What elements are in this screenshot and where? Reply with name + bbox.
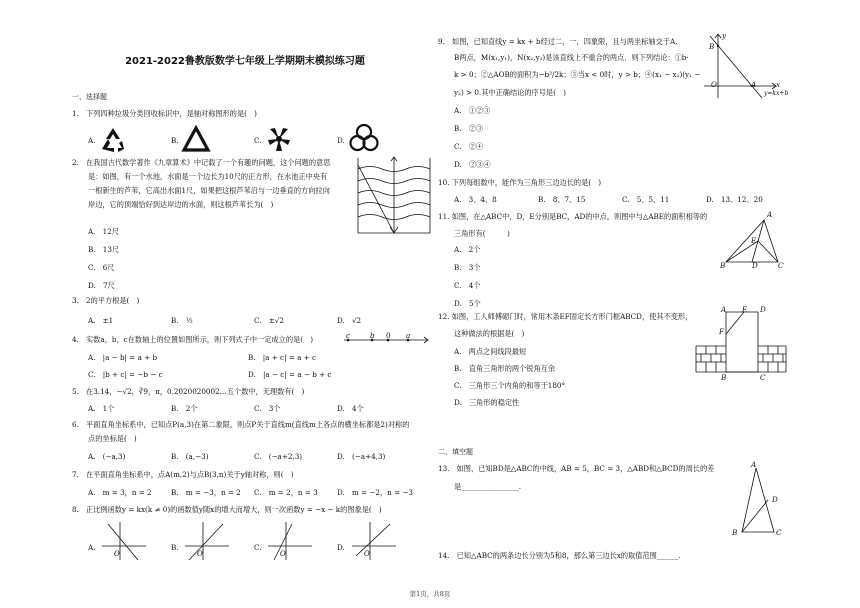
q3-option-c[interactable]: C. ±√2 [254,316,284,325]
q13-triangle-figure [738,462,798,538]
q6-option-b[interactable]: B. (a,−3) [171,452,209,461]
q12-option-c[interactable]: C. 三角形三个内角的和等于180° [454,381,566,390]
q4-option-b[interactable]: B. |a + c| = a + c [248,353,316,362]
q12-option-d[interactable]: D. 三角形的稳定性 [454,398,520,407]
question-4-stem: 4. 实数a，b，c在数轴上的位置如图所示，则下列式子中一定成立的是( ) [72,335,314,344]
question-9-line-2: B两点，M(x₁,y₁)，N(x₂,y₂)是该直线上不重合的两点．则下列结论：①b· [454,53,689,62]
q9-label-x: x [776,80,781,89]
recycle-triangle-icon [181,125,211,155]
q9-option-a[interactable]: A. ①②③ [454,106,491,115]
q8-option-a[interactable]: A. [88,543,96,552]
q11-label-e: E [751,236,757,245]
q7-option-c[interactable]: C. m = 2，n = 3 [254,488,318,497]
q1-option-d[interactable]: D. [337,136,345,145]
q4-option-d[interactable]: D. |a − c| = a − b + c [248,370,332,379]
question-5-stem: 5. 在3.14，−√2，∛9，π，0.2020020002…五个数中，无理数有( ) [72,387,305,396]
question-2-line-1: 2. 在我国古代数学著作《九章算术》中记载了一个有趣的问题，这个问题的意思 [72,158,331,167]
q9-label-equation: y=kx+b [764,90,789,97]
q13-label-c: C [776,528,782,537]
q10-option-d[interactable]: D. 13、12、20 [706,195,763,204]
q3-option-b[interactable]: B. ½ [171,316,193,325]
q11-label-a: A [767,210,773,219]
q12-door-frame-figure [692,306,788,376]
q8-graph-b [183,520,233,562]
q10-option-a[interactable]: A. 3、4、8 [454,195,497,204]
q1-option-c[interactable]: C. [254,136,262,145]
question-12-line-1: 12. 如图，工人师傅砌门时，常用木条EF固定长方形门框ABCD，使其不变形， [438,312,693,321]
q7-option-d[interactable]: D. m = −2，n = −3 [337,488,413,497]
question-9-line-4: y₂) > 0.其中正确结论的序号是( ) [454,88,566,97]
q8-graph-d [350,520,400,562]
section-heading-choice: 一、选择题 [72,93,107,101]
q6-option-c[interactable]: C. (−a+2,3) [254,452,303,461]
page-footer: 第1页，共8页 [409,590,451,598]
question-8-stem: 8. 正比例函数y = kx(k ≠ 0)的函数值y随x的增大而增大，则一次函数y = −x − k的图象是( ) [72,505,382,514]
q11-option-c[interactable]: C. 4个 [454,281,481,290]
axis-label-a: a [406,331,411,340]
question-3-stem: 3. 2的平方根是( ) [72,296,140,305]
q3-option-a[interactable]: A. ±1 [88,316,114,325]
reed-pond-figure [355,155,435,237]
question-14-stem: 14. 已知△ABC的两条边长分别为5和8，那么第三边长x的取值范围______. [438,551,681,560]
question-10-stem: 10. 下列每组数中，能作为三角形三边边长的是( ) [438,178,602,187]
axis-label-b: b [370,331,375,340]
document-title: 2021-2022鲁教版数学七年级上学期期末模拟练习题 [125,56,365,67]
question-12-line-2: 这种做法的根据是( ) [454,329,525,338]
q12-label-f: F [719,327,724,336]
q12-label-a: A [721,305,727,314]
q9-option-c[interactable]: C. ②④ [454,142,484,151]
question-1-stem: 1. 下列四种垃圾分类回收标识中，是轴对称图形的是( ) [72,109,257,118]
q12-label-e: E [742,305,748,314]
svg-text:O: O [114,550,120,558]
question-6-line-1: 6. 平面直角坐标系中，已知点P(a,3)在第二象限，则点P关于直线m(直线m上各点的横坐标都是2)对称的 [72,420,410,429]
axis-label-c: c [346,331,351,340]
q11-label-c: C [778,261,784,270]
q11-label-d: D [752,261,758,270]
q8-option-d[interactable]: D. [337,543,345,552]
q2-option-c[interactable]: C. 6尺 [88,263,115,272]
q8-graph-a [100,520,150,562]
q7-option-b[interactable]: B. m = −3，n = 2 [171,488,241,497]
q1-option-b[interactable]: B. [171,136,179,145]
q2-option-a[interactable]: A. 12尺 [88,227,119,236]
q4-option-a[interactable]: A. |a − b| = a + b [88,353,158,362]
q9-label-a: A [751,80,757,89]
q12-label-c: C [760,373,766,382]
question-9-line-3: k > 0；②△AOB的面积为−b²/2k；③当x < 0时，y > b；④(x₁ − x₂)(y₁ − [454,70,701,79]
q5-option-d[interactable]: D. 4个 [337,404,364,413]
q1-option-a[interactable]: A. [88,136,96,145]
q9-option-d[interactable]: D. ②③④ [454,160,491,169]
question-13-answer-blank[interactable]: 是________________. [454,482,521,491]
q10-option-b[interactable]: B. 8、7、15 [538,195,586,204]
q9-option-b[interactable]: B. ②③ [454,124,484,133]
q8-graph-c [266,520,316,562]
q4-option-c[interactable]: C. |b + c| = −b − c [88,370,163,379]
q3-option-d[interactable]: D. √2 [337,316,362,325]
q13-label-d: D [772,495,778,504]
q12-option-b[interactable]: B. 直角三角形的两个锐角互余 [454,364,556,373]
svg-text:O: O [197,550,203,558]
question-11-line-2: 三角形有( ) [454,229,510,238]
axis-label-zero: 0 [386,331,391,340]
q9-label-o: O [711,80,717,89]
q6-option-d[interactable]: D. (−a+4,3) [337,452,386,461]
question-7-stem: 7. 在平面直角坐标系中，点A(m,2)与点B(3,n)关于y轴对称，则( ) [72,470,294,479]
q11-option-b[interactable]: B. 3个 [454,263,481,272]
q13-label-b: B [732,528,738,537]
q11-option-a[interactable]: A. 2个 [454,245,481,254]
q13-label-a: A [751,460,757,469]
q12-option-a[interactable]: A. 两点之间线段最短 [454,347,527,356]
q9-label-b: B [709,42,715,51]
question-2-line-2: 是：如图，有一个水池，水面是一个边长为10尺的正方形，在水池正中央有 [88,172,328,181]
question-2-line-3: 一根新生的芦苇，它高出水面1尺，如果把这根芦苇沿与一边垂直的方向拉向 [88,186,330,195]
question-11-line-1: 11. 如图，在△ABC中，D，E分别是BC，AD的中点，则图中与△ABE的面积相等的 [438,212,708,221]
q8-option-c[interactable]: C. [254,543,262,552]
question-6-line-2: 点的坐标是( ) [88,434,137,443]
q2-option-b[interactable]: B. 13尺 [88,245,120,254]
q12-label-b: B [721,373,727,382]
q7-option-a[interactable]: A. m = 3，n = 2 [88,488,152,497]
recycle-icon [98,125,128,155]
question-2-line-4: 岸边，它的顶端恰好到达岸边的水面，则这根芦苇长为( ) [88,200,274,209]
q5-option-c[interactable]: C. 3个 [254,404,281,413]
q11-label-b: B [720,261,726,270]
svg-text:O: O [280,550,286,558]
q12-label-d: D [760,305,766,314]
q6-option-a[interactable]: A. (−a,3) [88,452,126,461]
biohazard-circles-icon [348,122,380,154]
section-heading-fill: 二、填空题 [438,448,473,456]
question-13-stem: 13. 如图，已知BD是△ABC的中线，AB = 5，BC = 3，△ABD和△BCD的周长的差 [438,464,715,473]
q5-option-a[interactable]: A. 1个 [88,404,115,413]
q8-option-b[interactable]: B. [171,543,179,552]
q2-option-d[interactable]: D. 7尺 [88,281,115,290]
svg-text:O: O [364,550,370,558]
hazard-waste-icon [264,124,294,154]
q10-option-c[interactable]: C. 5、5、11 [622,195,670,204]
question-9-line-1: 9. 如图，已知直线y = kx + b经过二，一，四象限，且与两坐标轴交于A, [438,37,678,46]
q5-option-b[interactable]: B. 2个 [171,404,198,413]
q11-option-d[interactable]: D. 5个 [454,299,481,308]
q9-label-y: y [722,31,727,40]
